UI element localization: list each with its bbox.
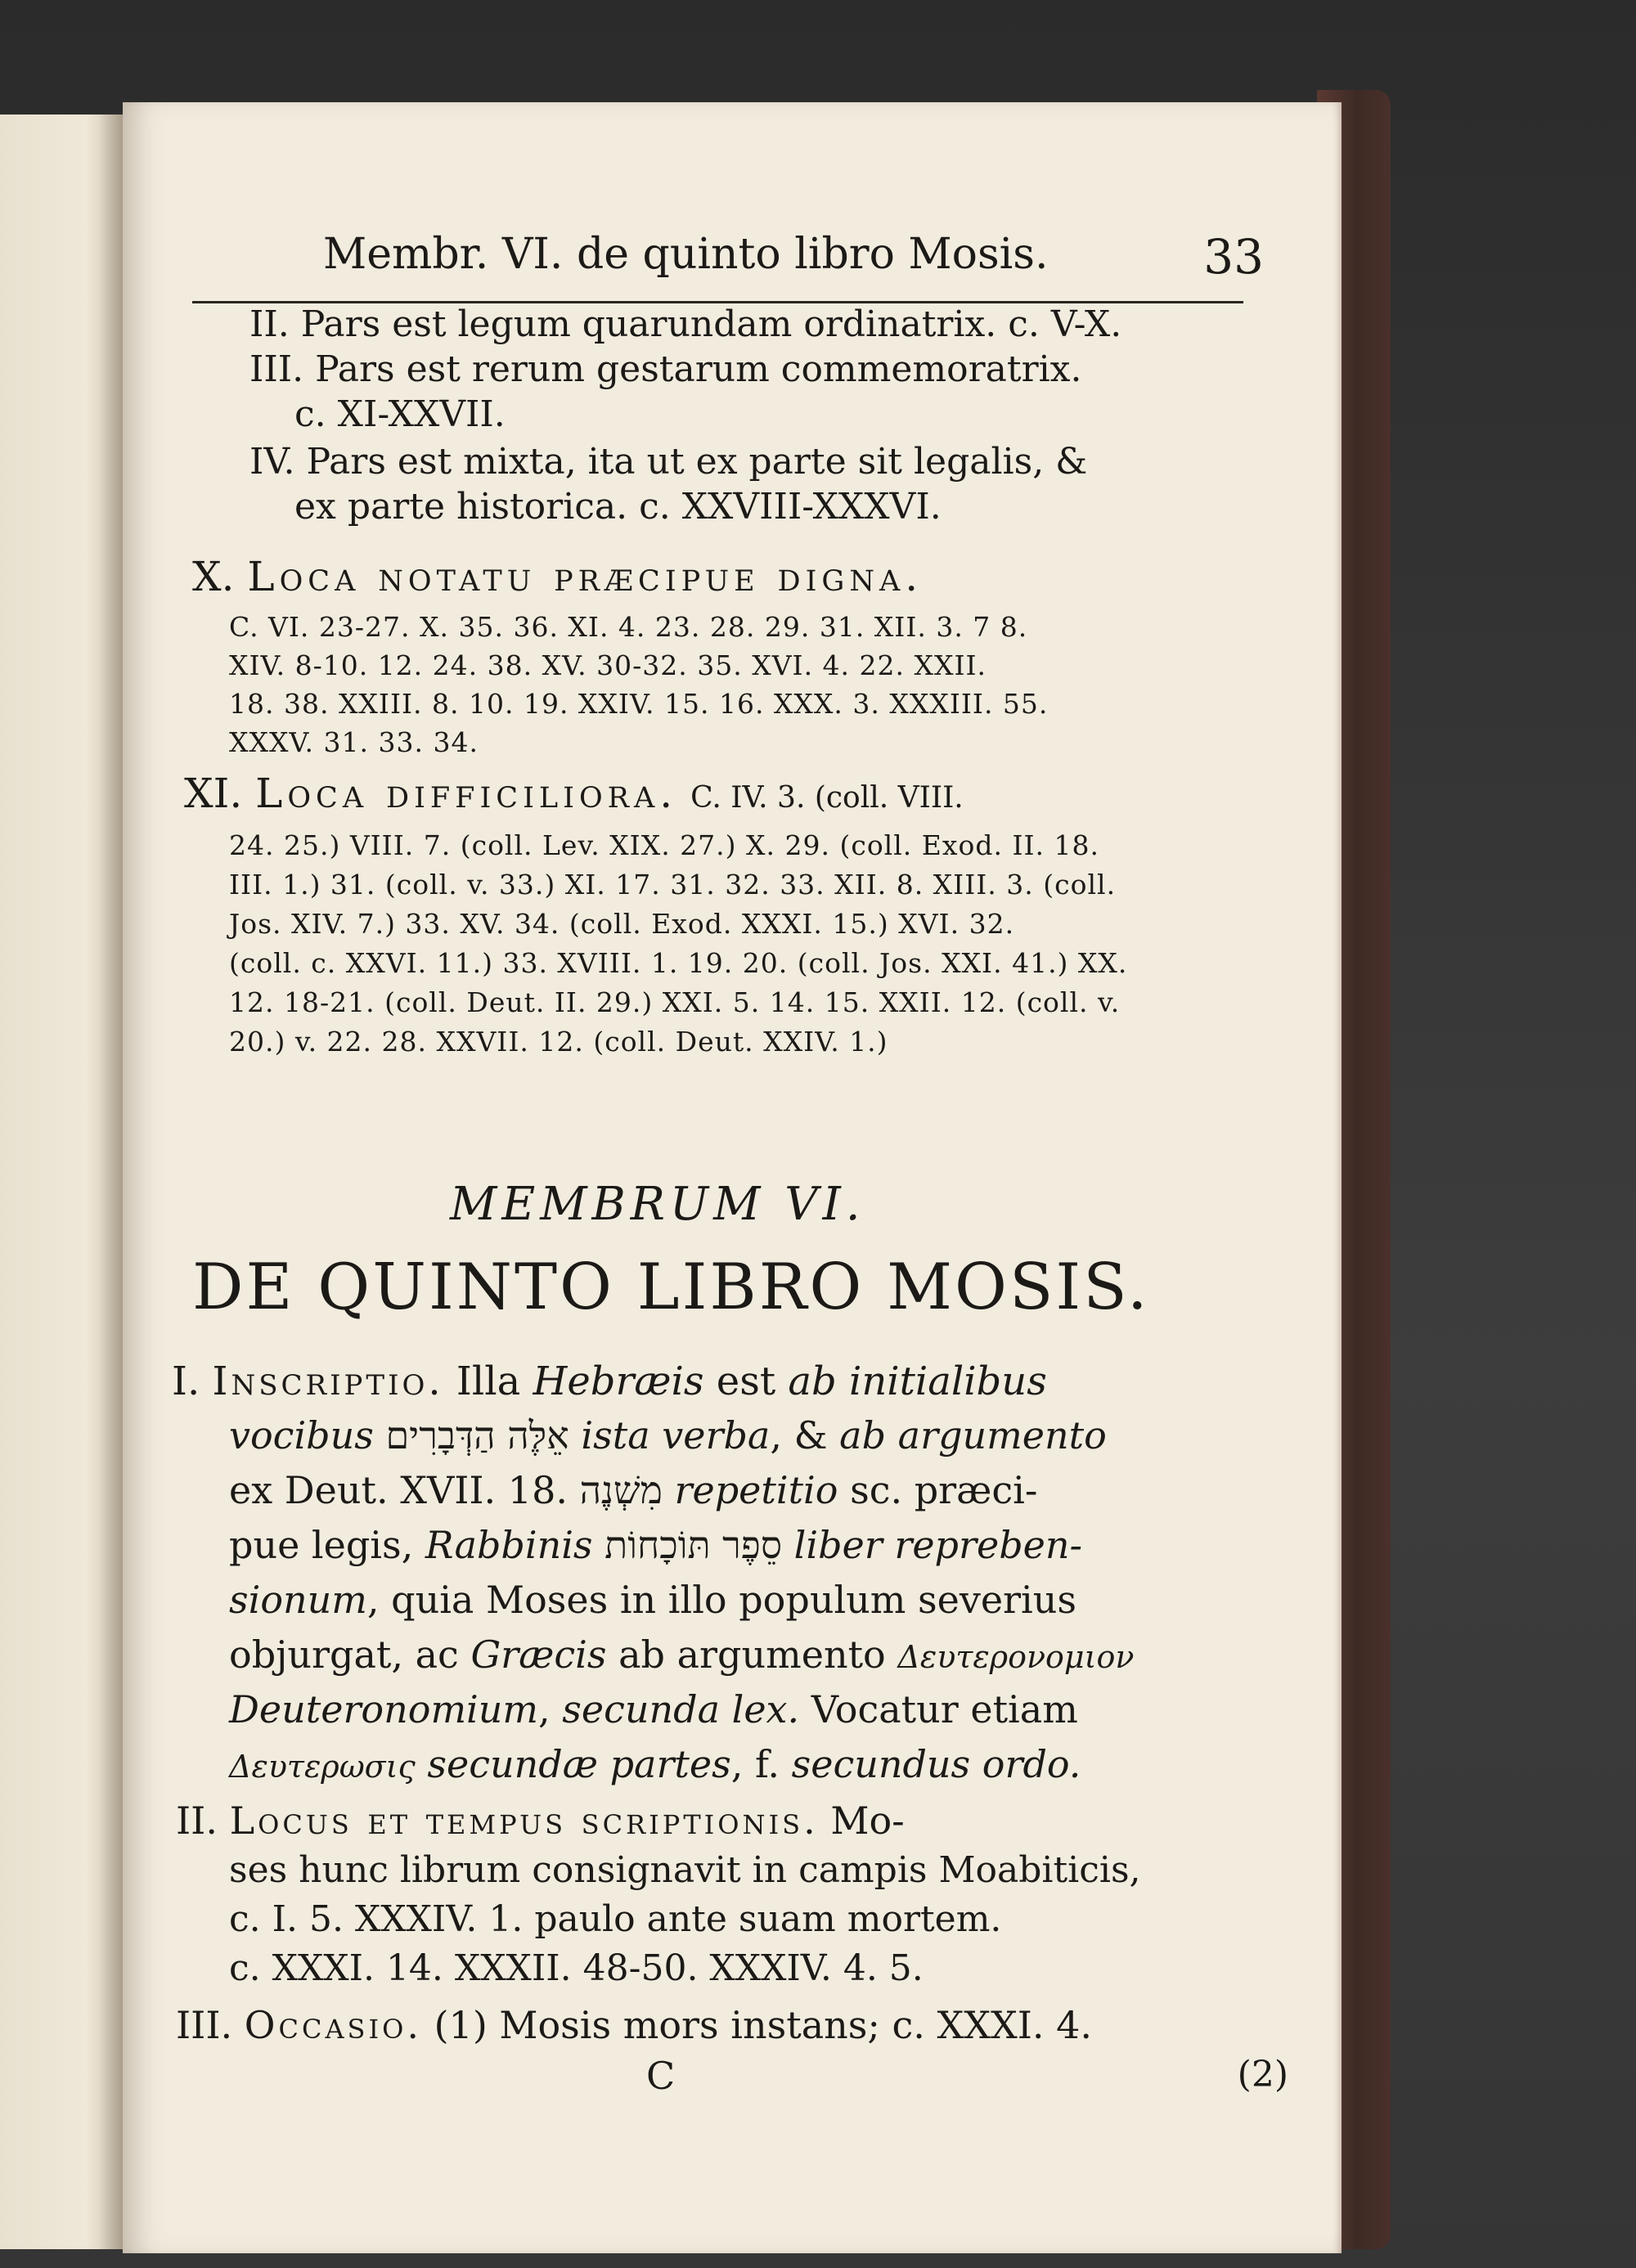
section-xi-refs-1: 24. 25.) VIII. 7. (coll. Lev. XIX. 27.) X. 29. (coll. Exod. II. 18.: [229, 829, 1099, 861]
locus-heading: Locus et tempus scriptionis.: [229, 1799, 819, 1843]
text-span: ab initialibus: [788, 1359, 1047, 1404]
text-span: secundæ partes: [427, 1742, 731, 1786]
inscriptio-line-4: [229, 1523, 1083, 1567]
text-span: objurgat, ac: [229, 1633, 459, 1677]
text-span: vocibus: [229, 1413, 374, 1457]
section-iv-line: IV. Pars est mixta, ita ut ex parte sit legalis, &: [249, 441, 1088, 483]
locus-line-2: ses hunc librum consignavit in campis Moabiticis,: [229, 1849, 1141, 1891]
occasio-heading: Occasio.: [244, 2003, 422, 2047]
signature-mark: C: [646, 2054, 676, 2098]
hebrew-text: סֵפֶר תּוֹכָחוֹת: [605, 1523, 783, 1567]
section-x-refs-4: XXXV. 31. 33. 34.: [229, 726, 479, 758]
section-x-refs-1: C. VI. 23-27. X. 35. 36. XI. 4. 23. 28. 29. 31. XII. 3. 7 8.: [229, 611, 1028, 643]
text-span: Illa: [456, 1359, 521, 1404]
inscriptio-number: I.: [172, 1359, 200, 1404]
text-span: Græcis: [470, 1633, 607, 1677]
section-xi-number: XI.: [184, 770, 243, 817]
text-span: ab argumento: [618, 1633, 886, 1677]
section-iii-ref: c. XI-XXVII.: [294, 393, 506, 435]
text-span: , &: [770, 1413, 828, 1457]
locus-line-1: [176, 1799, 905, 1843]
section-x-refs-2: XIV. 8-10. 12. 24. 38. XV. 30-32. 35. XVI. 4. 22. XXII.: [229, 649, 987, 681]
section-x-title: Loca notatu præcipue digna.: [247, 553, 924, 600]
text-span: est: [716, 1359, 776, 1404]
membrum-title: DE QUINTO LIBRO MOSIS.: [192, 1251, 1150, 1324]
inscriptio-line-2: [229, 1413, 1107, 1457]
section-iv-line-2: ex parte historica. c. XXVIII-XXXVI.: [294, 486, 942, 528]
section-xi-refs-2: III. 1.) 31. (coll. v. 33.) XI. 17. 31. 32. 33. XII. 8. XIII. 3. (coll.: [229, 869, 1117, 900]
inscriptio-line-1: [172, 1359, 1047, 1404]
occasio-line: [176, 2003, 1093, 2047]
locus-line-4: c. XXXI. 14. XXXII. 48-50. XXXIV. 4. 5.: [229, 1947, 924, 1989]
text-span: pue legis,: [229, 1523, 414, 1567]
text-span: Hebræis: [533, 1359, 704, 1404]
text-span: ab argumento: [839, 1413, 1107, 1457]
section-xi-first-ref: C. IV. 3. (coll. VIII.: [690, 781, 964, 815]
text-span: ex Deut. XVII. 18.: [229, 1468, 568, 1512]
page-number: 33: [1203, 229, 1264, 285]
text-span: (1) Mosis mors instans; c. XXXI. 4.: [434, 2003, 1093, 2047]
inscriptio-line-7: [229, 1687, 1078, 1731]
text-span: Rabbinis: [425, 1523, 593, 1567]
text-span: sionum: [229, 1578, 367, 1622]
section-x-number: X.: [192, 553, 235, 600]
text-span: Vocatur etiam: [811, 1687, 1078, 1731]
section-xi-title: Loca difficiliora.: [255, 770, 678, 817]
section-ii-line: II. Pars est legum quarundam ordinatrix. c. V-X.: [249, 303, 1122, 345]
section-xi-refs-6: 20.) v. 22. 28. XXVII. 12. (coll. Deut. XXIV. 1.): [229, 1026, 888, 1058]
inscriptio-heading: Inscriptio.: [212, 1359, 444, 1404]
text-span: Deuteronomium: [229, 1687, 539, 1731]
section-xi-heading: [184, 770, 964, 817]
section-xi-refs-5: 12. 18-21. (coll. Deut. II. 29.) XXI. 5. 14. 15. XXII. 12. (coll. v.: [229, 986, 1121, 1018]
section-x-refs-3: 18. 38. XXIII. 8. 10. 19. XXIV. 15. 16. XXX. 3. XXXIII. 55.: [229, 688, 1049, 720]
greek-text: Δευτερονομιον: [897, 1639, 1135, 1675]
membrum-label: MEMBRUM VI.: [450, 1178, 865, 1231]
text-span: sc. præci-: [850, 1468, 1038, 1512]
inscriptio-line-5: [229, 1578, 1076, 1622]
text-span: secunda lex.: [562, 1687, 800, 1731]
occasio-number: III.: [176, 2003, 233, 2047]
locus-line-3: c. I. 5. XXXIV. 1. paulo ante suam mortem.: [229, 1898, 1002, 1940]
text-span: , f.: [730, 1742, 780, 1786]
inscriptio-line-8: [229, 1742, 1081, 1786]
text-span: ista verba: [581, 1413, 771, 1457]
section-xi-refs-3: Jos. XIV. 7.) 33. XV. 34. (coll. Exod. XXXI. 15.) XVI. 32.: [229, 908, 1015, 940]
text-span: Mo-: [830, 1799, 905, 1843]
running-head: Membr. VI. de quinto libro Mosis.: [323, 230, 1049, 279]
section-x-heading: [192, 553, 924, 600]
hebrew-text: אֵלֶּה הַדְּבָרִים: [385, 1413, 569, 1457]
locus-number: II.: [176, 1799, 218, 1843]
section-iii-line: III. Pars est rerum gestarum commemoratrix.: [249, 348, 1082, 390]
text-span: repetitio: [674, 1468, 838, 1512]
inscriptio-line-3: [229, 1468, 1038, 1512]
text-span: ,: [538, 1687, 551, 1731]
greek-text: Δευτερωσις: [229, 1749, 416, 1785]
catchword: (2): [1237, 2054, 1288, 2095]
text-span: secundus ordo.: [791, 1742, 1081, 1786]
section-xi-refs-4: (coll. c. XXVI. 11.) 33. XVIII. 1. 19. 20. (coll. Jos. XXI. 41.) XX.: [229, 947, 1128, 979]
inscriptio-line-6: [229, 1633, 1135, 1677]
text-span: liber repreben-: [793, 1523, 1083, 1567]
hebrew-text: מִשְׁנֶה: [579, 1468, 663, 1512]
book-page: [123, 102, 1342, 2253]
text-span: , quia Moses in illo populum severius: [366, 1578, 1076, 1622]
